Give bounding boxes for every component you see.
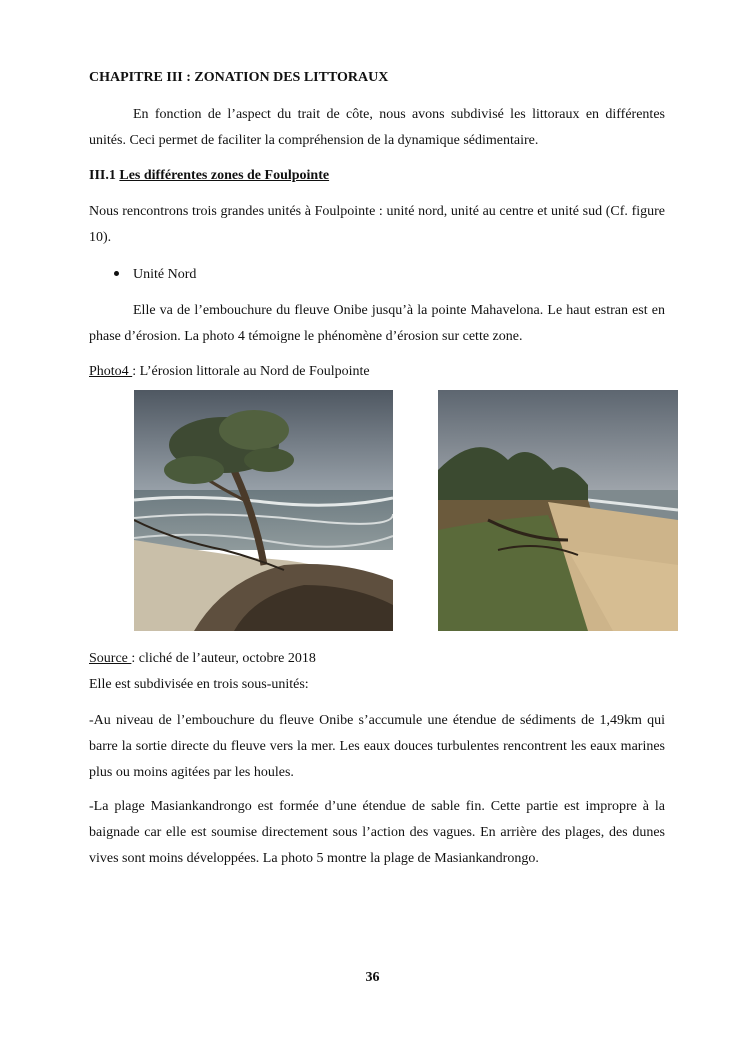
photo-caption-text: : L’érosion littorale au Nord de Foulpointe <box>132 364 370 379</box>
nord-paragraph: Elle va de l’embouchure du fleuve Onibe jusqu’à la pointe Mahavelona. Le haut estran est en phase d’érosion. La photo 4 témoigne le phénomène d’érosion sur cette zone. <box>89 303 665 344</box>
source-line <box>89 646 665 672</box>
source-text: : cliché de l’auteur, octobre 2018 <box>131 651 316 666</box>
intro-paragraph: En fonction de l’aspect du trait de côte, nous avons subdivisé les littoraux en différentes unités. Ceci permet de faciliter la compréhension de la dynamique sédimentaire. <box>89 107 665 148</box>
bullet-label: Unité Nord <box>133 267 197 282</box>
photo-caption <box>89 359 665 385</box>
photo-caption-label: Photo4 <box>89 364 133 379</box>
units-paragraph: Nous rencontrons trois grandes unités à Foulpointe : unité nord, unité au centre et unité sud (Cf. figure 10). <box>89 204 665 245</box>
page-number: 36 <box>365 970 380 985</box>
paragraph-masiankandrongo: -La plage Masiankandrongo est formée d’une étendue de sable fin. Cette partie est impropre à la baignade car elle est soumise directement sous l’action des vagues. En arrière des plages, des dunes vives sont moins développées. La photo 5 montre la plage de Masiankandrongo. <box>89 799 665 866</box>
chapter-title: CHAPITRE III : ZONATION DES LITTORAUX <box>89 70 389 85</box>
bullet-item-unite-nord <box>114 262 414 288</box>
bullet-icon <box>114 271 119 276</box>
photo-eroded-shoreline <box>438 390 678 631</box>
paragraph-onibe: -Au niveau de l’embouchure du fleuve Onibe s’accumule une étendue de sédiments de 1,49km qui barre la sortie directe du fleuve vers la mer. Les eaux douces turbulentes rencontrent les eaux marines plus ou moins agitées par les houles. <box>89 713 665 780</box>
source-label: Source <box>89 651 132 666</box>
section-title: Les différentes zones de Foulpointe <box>119 168 330 183</box>
subdivision-line: Elle est subdivisée en trois sous-unités: <box>89 677 309 692</box>
section-heading <box>89 163 665 189</box>
photo-eroded-tree <box>134 390 393 631</box>
section-number: III.1 <box>89 168 116 183</box>
